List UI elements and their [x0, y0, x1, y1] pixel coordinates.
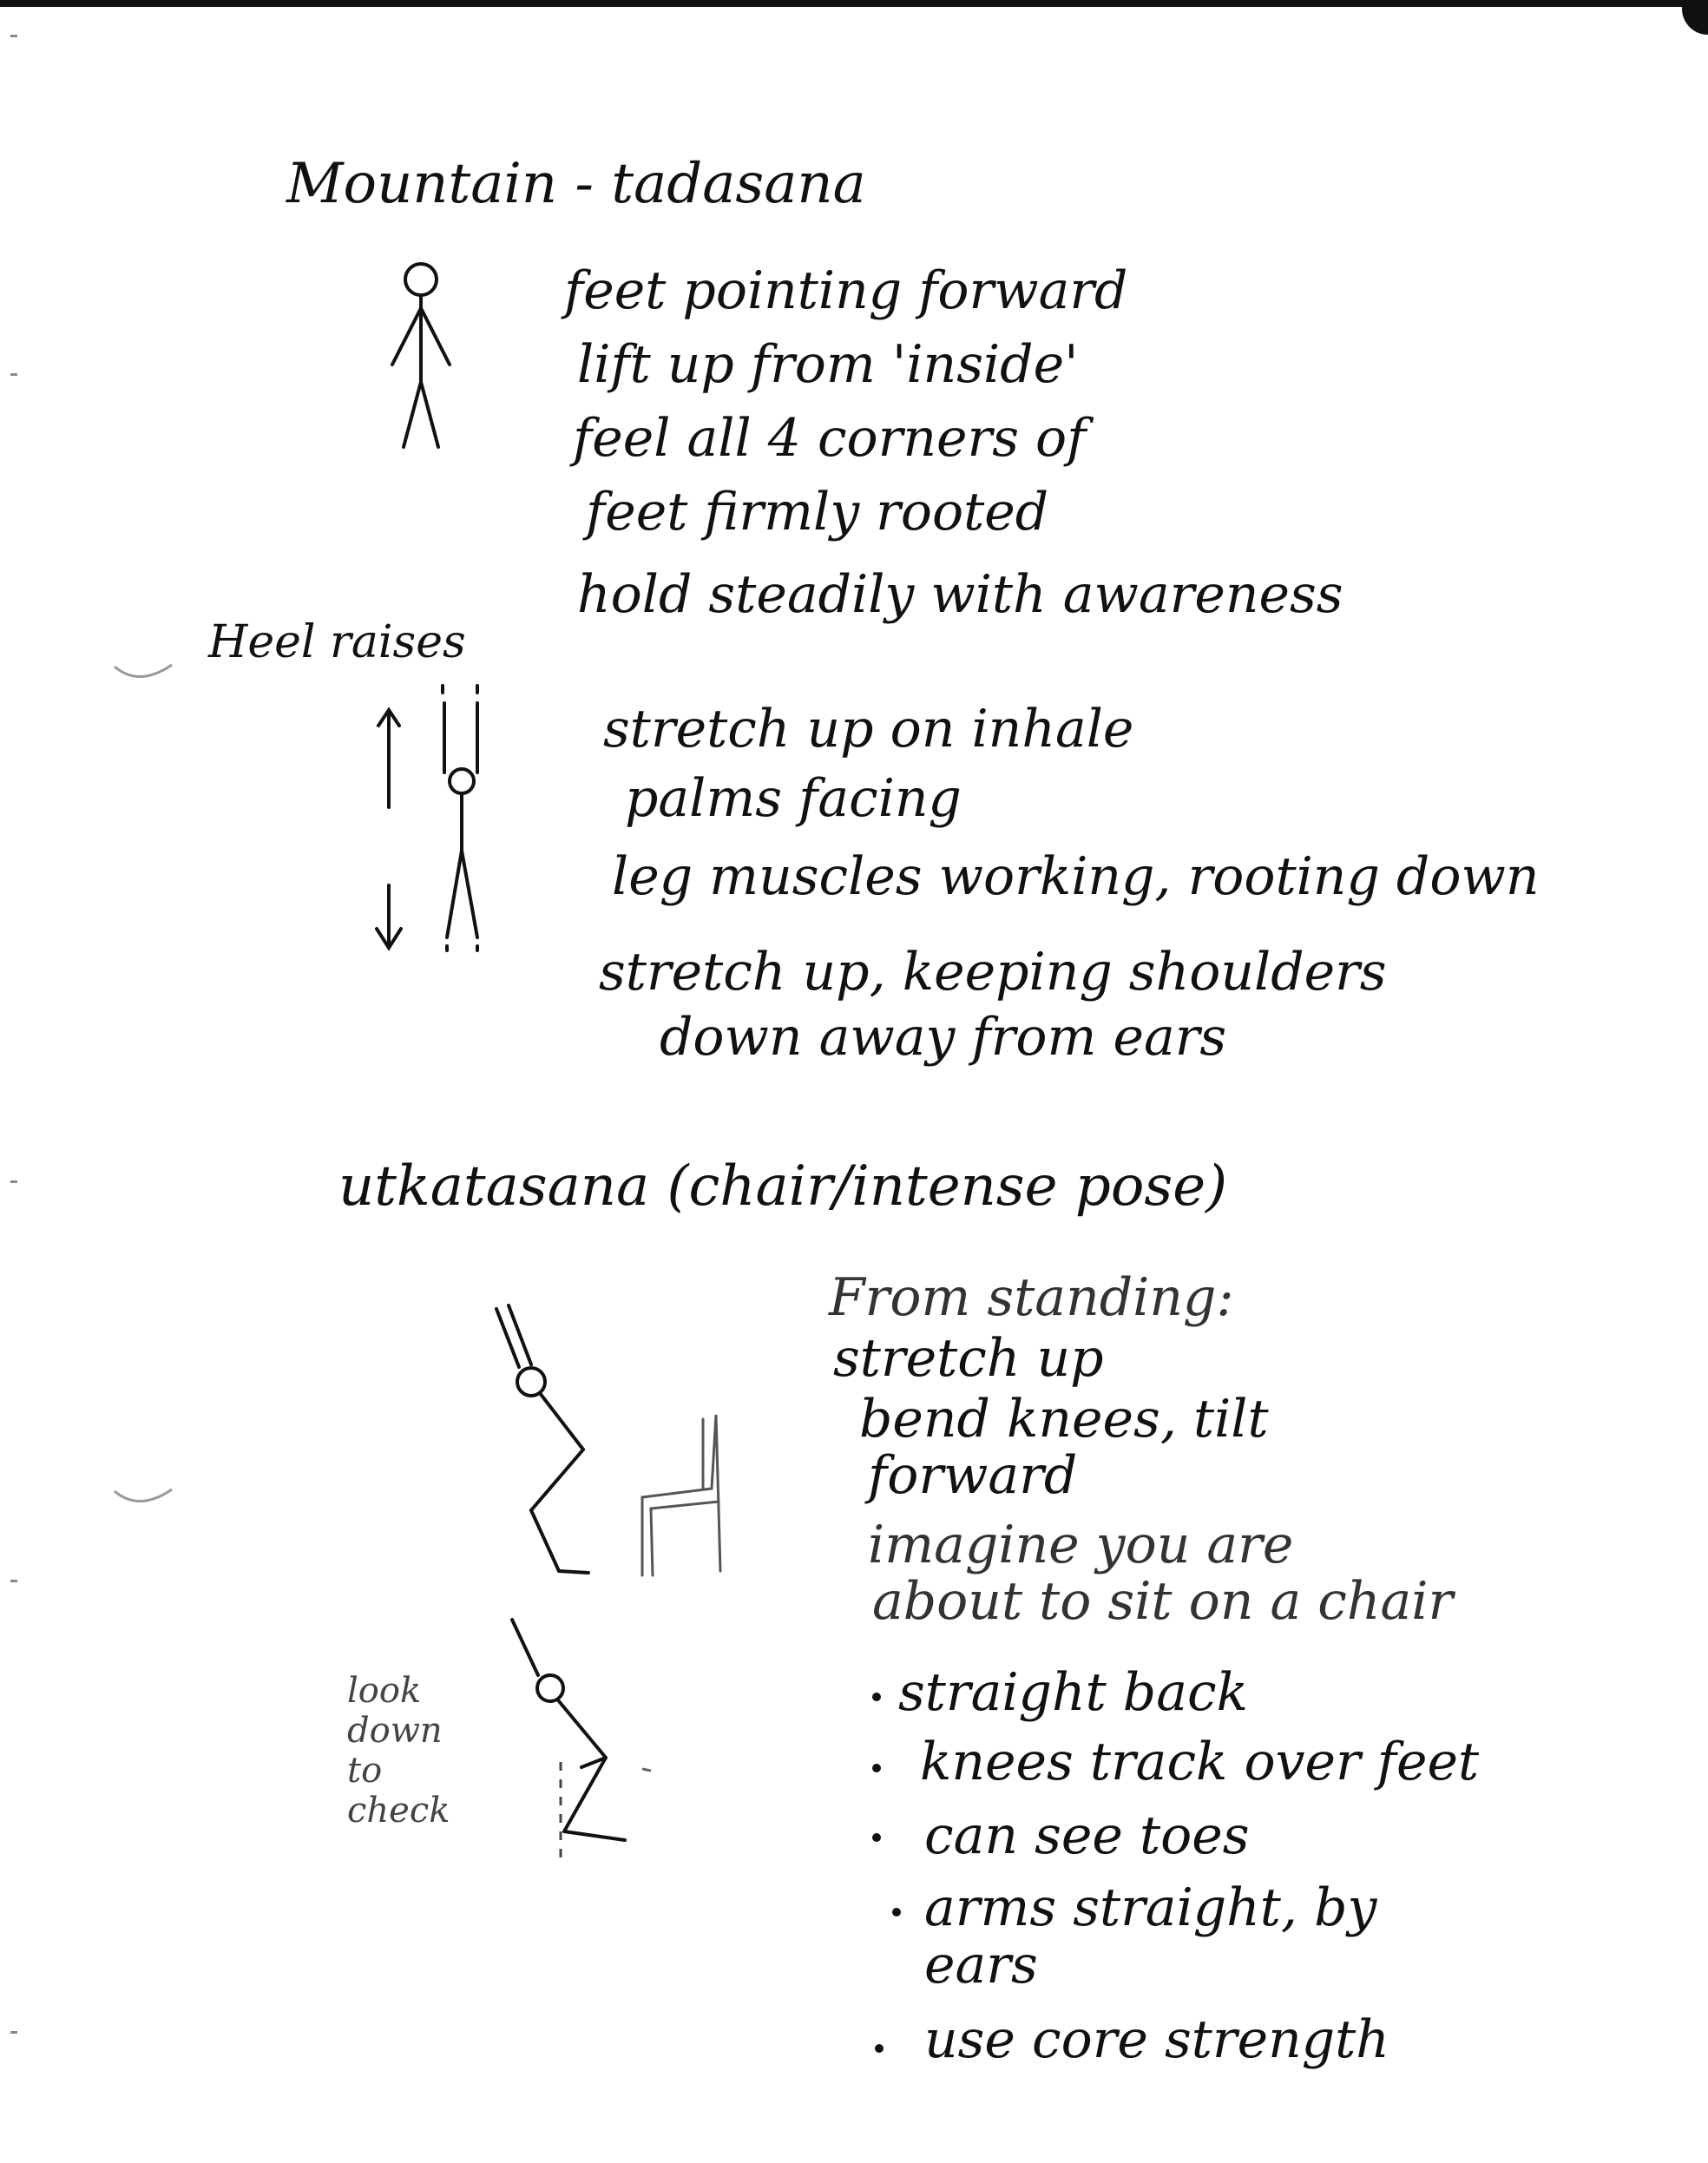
chair-pose-check-figure — [503, 1614, 677, 1866]
note-line: feet firmly rooted — [586, 482, 1049, 542]
heel-raises-title: Heel raises — [208, 616, 466, 668]
note-line: leg muscles working, rooting down — [612, 846, 1540, 907]
scan-corner — [1682, 0, 1708, 35]
note-line: From standing: — [829, 1267, 1234, 1328]
bullet-item: straight back — [898, 1662, 1248, 1723]
utkatasana-title: utkatasana (chair/intense pose) — [338, 1154, 1228, 1219]
bullet-dot — [872, 1693, 881, 1701]
note-line: imagine you are — [868, 1515, 1294, 1575]
bullet-dot — [892, 1908, 901, 1916]
note-line: hold steadily with awareness — [577, 564, 1343, 625]
margin-tick — [10, 1180, 17, 1183]
bullet-dot — [872, 1833, 881, 1842]
margin-tick — [10, 2031, 17, 2034]
note-line: about to sit on a chair — [872, 1571, 1454, 1632]
note-line: lift up from 'inside' — [577, 334, 1079, 395]
mountain-stick-figure — [382, 260, 460, 451]
bullet-item: use core strength — [924, 2009, 1389, 2070]
bullet-dot — [875, 2044, 884, 2053]
note-line: palms facing — [625, 768, 962, 829]
margin-tick — [10, 35, 17, 37]
bullet-item: arms straight, by ears — [924, 1877, 1377, 1995]
bullet-item: knees track over feet — [920, 1732, 1480, 1792]
note-line: stretch up — [833, 1328, 1104, 1389]
margin-tick — [10, 373, 17, 376]
bullet-dot — [872, 1764, 881, 1772]
mountain-title: Mountain - tadasana — [286, 152, 866, 216]
bullet-item: can see toes — [924, 1805, 1250, 1866]
note-line: feet pointing forward — [564, 260, 1128, 321]
heel-raise-figure — [356, 686, 503, 955]
scan-top-edge — [0, 0, 1708, 7]
margin-tick — [10, 1580, 17, 1582]
note-line: bend knees, tilt — [859, 1389, 1269, 1450]
note-line: stretch up, keeping shoulders — [599, 942, 1387, 1003]
note-line: feel all 4 corners of — [573, 408, 1087, 469]
punch-hole-mark — [113, 1484, 174, 1510]
look-down-note: look down to check — [347, 1671, 450, 1831]
chair-pose-figure — [486, 1302, 781, 1580]
note-line: stretch up on inhale — [603, 699, 1134, 759]
punch-hole-mark — [113, 660, 174, 686]
note-line: forward — [868, 1445, 1078, 1506]
note-line: down away from ears — [660, 1007, 1227, 1068]
